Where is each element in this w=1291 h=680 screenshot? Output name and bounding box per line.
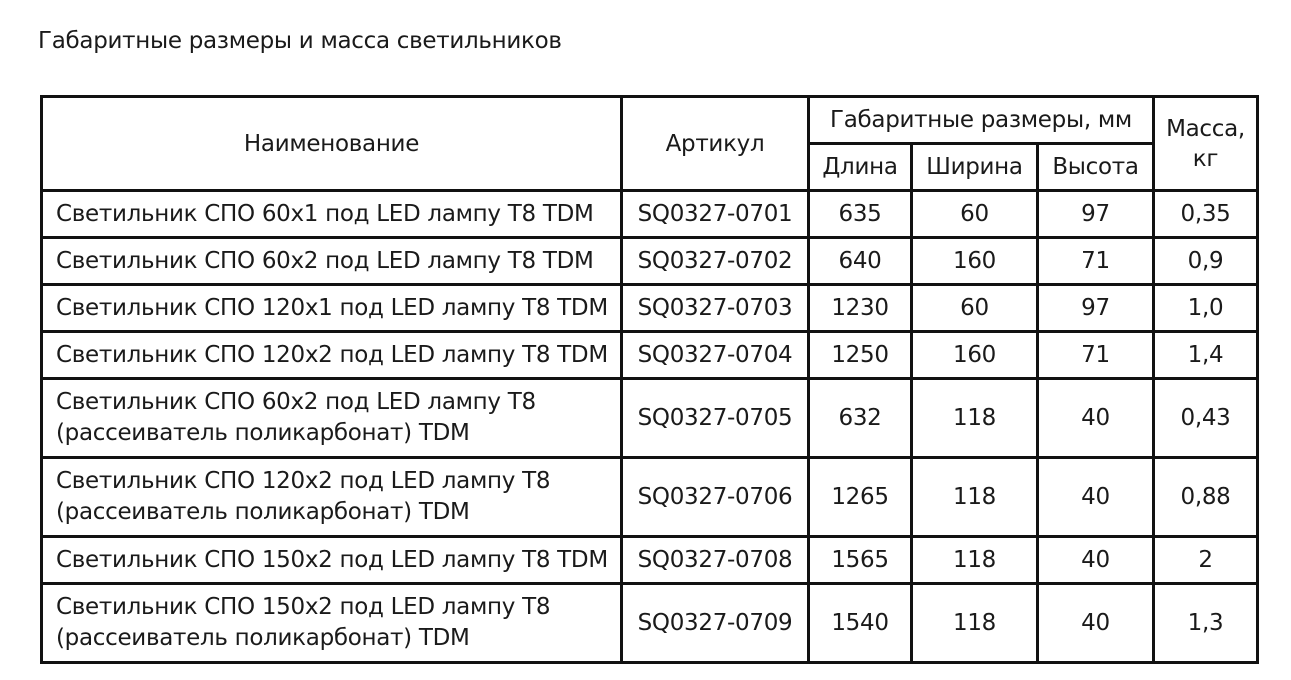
cell-article: SQ0327-0708	[622, 537, 809, 584]
cell-height: 40	[1038, 584, 1154, 663]
cell-name-line1: Светильник СПО 120х2 под LED лампу Т8 TDM	[56, 341, 608, 368]
table-row	[42, 584, 1258, 663]
cell-name-line1: Светильник СПО 150х2 под LED лампу Т8	[56, 594, 551, 620]
cell-height: 40	[1038, 379, 1154, 458]
cell-name	[42, 332, 622, 379]
cell-width: 118	[912, 584, 1038, 663]
cell-height: 71	[1038, 332, 1154, 379]
cell-article: SQ0327-0702	[622, 238, 809, 285]
cell-length: 640	[809, 238, 912, 285]
cell-mass: 0,43	[1154, 379, 1258, 458]
table-row	[42, 379, 1258, 458]
table-row	[42, 458, 1258, 537]
cell-width: 118	[912, 379, 1038, 458]
cell-width: 160	[912, 238, 1038, 285]
cell-name	[42, 458, 622, 537]
cell-length: 632	[809, 379, 912, 458]
page-title: Габаритные размеры и масса светильников	[38, 28, 562, 54]
cell-height: 40	[1038, 537, 1154, 584]
cell-name	[42, 285, 622, 332]
cell-width: 118	[912, 458, 1038, 537]
table-row	[42, 332, 1258, 379]
cell-name-line1: Светильник СПО 120х1 под LED лампу Т8 TDM	[56, 294, 608, 321]
cell-mass: 0,88	[1154, 458, 1258, 537]
luminaire-spec-table	[40, 95, 1259, 664]
header-length: Длина	[809, 144, 912, 191]
cell-width: 160	[912, 332, 1038, 379]
cell-name-line1: Светильник СПО 60х2 под LED лампу Т8	[56, 389, 536, 415]
cell-name-line2: (рассеиватель поликарбонат) TDM	[56, 420, 470, 446]
cell-mass: 0,35	[1154, 191, 1258, 238]
cell-name	[42, 537, 622, 584]
cell-name	[42, 238, 622, 285]
cell-mass: 0,9	[1154, 238, 1258, 285]
header-article: Артикул	[622, 97, 809, 191]
table-row	[42, 537, 1258, 584]
cell-name-line1: Светильник СПО 60х1 под LED лампу Т8 TDM	[56, 200, 594, 227]
table-body	[42, 191, 1258, 663]
cell-name	[42, 191, 622, 238]
cell-mass: 1,0	[1154, 285, 1258, 332]
cell-length: 635	[809, 191, 912, 238]
cell-height: 71	[1038, 238, 1154, 285]
cell-name-line1: Светильник СПО 120х2 под LED лампу Т8	[56, 468, 551, 494]
cell-name-line1: Светильник СПО 60х2 под LED лампу Т8 TDM	[56, 247, 594, 274]
cell-name	[42, 379, 622, 458]
cell-width: 60	[912, 285, 1038, 332]
cell-name-line2: (рассеиватель поликарбонат) TDM	[56, 625, 470, 651]
header-dimensions-group: Габаритные размеры, мм	[809, 97, 1154, 144]
cell-name	[42, 584, 622, 663]
header-mass-line2: кг	[1192, 145, 1219, 172]
cell-article: SQ0327-0705	[622, 379, 809, 458]
cell-height: 40	[1038, 458, 1154, 537]
cell-mass: 1,3	[1154, 584, 1258, 663]
cell-article: SQ0327-0706	[622, 458, 809, 537]
header-name: Наименование	[42, 97, 622, 191]
cell-length: 1230	[809, 285, 912, 332]
cell-height: 97	[1038, 285, 1154, 332]
cell-name-line1: Светильник СПО 150х2 под LED лампу Т8 TDM	[56, 546, 608, 573]
header-mass-line1: Масса,	[1166, 115, 1245, 142]
cell-height: 97	[1038, 191, 1154, 238]
cell-width: 118	[912, 537, 1038, 584]
cell-mass: 1,4	[1154, 332, 1258, 379]
cell-length: 1250	[809, 332, 912, 379]
cell-article: SQ0327-0704	[622, 332, 809, 379]
cell-mass: 2	[1154, 537, 1258, 584]
cell-length: 1265	[809, 458, 912, 537]
table-row	[42, 191, 1258, 238]
cell-length: 1540	[809, 584, 912, 663]
header-height: Высота	[1038, 144, 1154, 191]
header-mass	[1154, 97, 1258, 191]
cell-article: SQ0327-0701	[622, 191, 809, 238]
cell-article: SQ0327-0703	[622, 285, 809, 332]
cell-name-line2: (рассеиватель поликарбонат) TDM	[56, 499, 470, 525]
cell-width: 60	[912, 191, 1038, 238]
header-width: Ширина	[912, 144, 1038, 191]
cell-article: SQ0327-0709	[622, 584, 809, 663]
table-row	[42, 285, 1258, 332]
cell-length: 1565	[809, 537, 912, 584]
table-row	[42, 238, 1258, 285]
